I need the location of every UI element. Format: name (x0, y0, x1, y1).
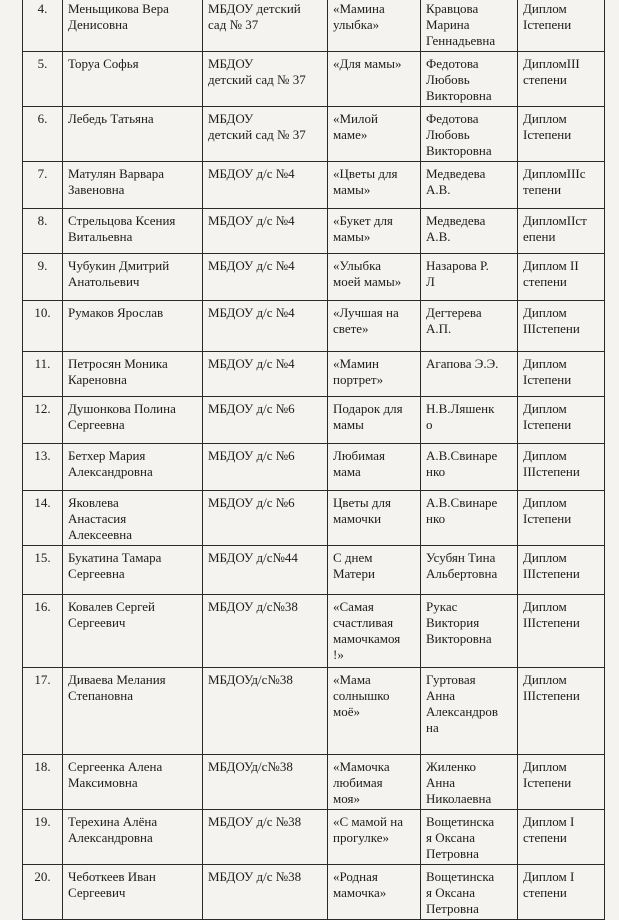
row-number-cell: 13. (23, 444, 63, 491)
work-title-cell: «Мамина улыбка» (328, 0, 421, 52)
participant-name-cell: Чеботкеев Иван Сергеевич (63, 865, 203, 920)
institution-cell: МБДОУ д/с №4 (203, 301, 328, 352)
award-cell: ДипломIII степени (518, 52, 605, 107)
table-row (23, 0, 605, 52)
award-cell: Диплом I степени (518, 810, 605, 865)
participant-name-cell: Сергеенка Алена Максимовна (63, 755, 203, 810)
award-cell: ДипломIIIс тепени (518, 162, 605, 209)
row-number-cell: 15. (23, 546, 63, 595)
teacher-name-cell: Н.В.Ляшенк о (421, 397, 518, 444)
row-number-cell: 7. (23, 162, 63, 209)
row-number-cell: 5. (23, 52, 63, 107)
institution-cell: МБДОУ детский сад № 37 (203, 0, 328, 52)
table-row (23, 352, 605, 397)
award-cell: Диплом Iстепени (518, 755, 605, 810)
work-title-cell: Любимая мама (328, 444, 421, 491)
award-cell: Диплом IIIстепени (518, 301, 605, 352)
award-cell: Диплом II степени (518, 254, 605, 301)
award-cell: Диплом IIIстепени (518, 444, 605, 491)
award-cell: Диплом Iстепени (518, 352, 605, 397)
award-cell: Диплом IIIстепени (518, 546, 605, 595)
row-number-cell: 16. (23, 595, 63, 668)
work-title-cell: «Самая счастливая мамочкамоя !» (328, 595, 421, 668)
participant-name-cell: Яковлева Анастасия Алексеевна (63, 491, 203, 546)
results-table-body (23, 0, 605, 920)
work-title-cell: «Для мамы» (328, 52, 421, 107)
table-row (23, 865, 605, 920)
table-row (23, 810, 605, 865)
row-number-cell: 17. (23, 668, 63, 755)
work-title-cell: «Мамочка любимая моя» (328, 755, 421, 810)
participant-name-cell: Терехина Алёна Александровна (63, 810, 203, 865)
row-number-cell: 6. (23, 107, 63, 162)
teacher-name-cell: Агапова Э.Э. (421, 352, 518, 397)
teacher-name-cell: Медведева А.В. (421, 162, 518, 209)
work-title-cell: «Мама солнышко моё» (328, 668, 421, 755)
award-cell: Диплом Iстепени (518, 397, 605, 444)
institution-cell: МБДОУ д/с №4 (203, 209, 328, 254)
teacher-name-cell: Федотова Любовь Викторовна (421, 52, 518, 107)
table-row (23, 444, 605, 491)
table-row (23, 546, 605, 595)
participant-name-cell: Румаков Ярослав (63, 301, 203, 352)
work-title-cell: «Мамин портрет» (328, 352, 421, 397)
row-number-cell: 9. (23, 254, 63, 301)
work-title-cell: «Цветы для мамы» (328, 162, 421, 209)
row-number-cell: 11. (23, 352, 63, 397)
teacher-name-cell: Гуртовая Анна Александров на (421, 668, 518, 755)
row-number-cell: 4. (23, 0, 63, 52)
table-row (23, 254, 605, 301)
work-title-cell: «Лучшая на свете» (328, 301, 421, 352)
award-cell: Диплом I степени (518, 865, 605, 920)
teacher-name-cell: Вощетинска я Оксана Петровна (421, 810, 518, 865)
institution-cell: МБДОУ д/с №38 (203, 865, 328, 920)
institution-cell: МБДОУ д/с №6 (203, 491, 328, 546)
participant-name-cell: Диваева Мелания Степановна (63, 668, 203, 755)
work-title-cell: «С мамой на прогулке» (328, 810, 421, 865)
institution-cell: МБДОУд/с№38 (203, 755, 328, 810)
teacher-name-cell: Дегтерева А.П. (421, 301, 518, 352)
participant-name-cell: Бетхер Мария Александровна (63, 444, 203, 491)
award-cell: Диплом Iстепени (518, 0, 605, 52)
participant-name-cell: Ковалев Сергей Сергеевич (63, 595, 203, 668)
work-title-cell: «Букет для мамы» (328, 209, 421, 254)
table-row (23, 491, 605, 546)
participant-name-cell: Душонкова Полина Сергеевна (63, 397, 203, 444)
teacher-name-cell: А.В.Свинаре нко (421, 444, 518, 491)
award-cell: Диплом IIIстепени (518, 595, 605, 668)
participant-name-cell: Петросян Моника Кареновна (63, 352, 203, 397)
participant-name-cell: Букатина Тамара Сергеевна (63, 546, 203, 595)
row-number-cell: 18. (23, 755, 63, 810)
award-cell: Диплом Iстепени (518, 107, 605, 162)
participant-name-cell: Стрельцова Ксения Витальевна (63, 209, 203, 254)
teacher-name-cell: А.В.Свинаре нко (421, 491, 518, 546)
row-number-cell: 12. (23, 397, 63, 444)
work-title-cell: Цветы для мамочки (328, 491, 421, 546)
table-row (23, 397, 605, 444)
institution-cell: МБДОУ д/с№44 (203, 546, 328, 595)
table-row (23, 595, 605, 668)
table-row (23, 107, 605, 162)
award-cell: Диплом Iстепени (518, 491, 605, 546)
teacher-name-cell: Вощетинска я Оксана Петровна (421, 865, 518, 920)
row-number-cell: 20. (23, 865, 63, 920)
table-row (23, 162, 605, 209)
participant-name-cell: Матулян Варвара Завеновна (63, 162, 203, 209)
institution-cell: МБДОУ детский сад № 37 (203, 107, 328, 162)
institution-cell: МБДОУ детский сад № 37 (203, 52, 328, 107)
institution-cell: МБДОУ д/с №38 (203, 810, 328, 865)
participant-name-cell: Торуа Софья (63, 52, 203, 107)
table-row (23, 755, 605, 810)
teacher-name-cell: Рукас Виктория Викторовна (421, 595, 518, 668)
results-table (22, 0, 605, 920)
teacher-name-cell: Кравцова Марина Геннадьевна (421, 0, 518, 52)
row-number-cell: 19. (23, 810, 63, 865)
institution-cell: МБДОУ д/с №4 (203, 352, 328, 397)
work-title-cell: С днем Матери (328, 546, 421, 595)
participant-name-cell: Лебедь Татьяна (63, 107, 203, 162)
table-row (23, 52, 605, 107)
work-title-cell: «Улыбка моей мамы» (328, 254, 421, 301)
award-cell: ДипломIIст епени (518, 209, 605, 254)
table-row (23, 301, 605, 352)
teacher-name-cell: Федотова Любовь Викторовна (421, 107, 518, 162)
institution-cell: МБДОУ д/с №6 (203, 444, 328, 491)
work-title-cell: Подарок для мамы (328, 397, 421, 444)
row-number-cell: 8. (23, 209, 63, 254)
award-cell: Диплом IIIстепени (518, 668, 605, 755)
institution-cell: МБДОУ д/с №4 (203, 162, 328, 209)
teacher-name-cell: Медведева А.В. (421, 209, 518, 254)
teacher-name-cell: Жиленко Анна Николаевна (421, 755, 518, 810)
institution-cell: МБДОУ д/с №6 (203, 397, 328, 444)
table-row (23, 668, 605, 755)
institution-cell: МБДОУ д/с №4 (203, 254, 328, 301)
institution-cell: МБДОУд/с№38 (203, 668, 328, 755)
row-number-cell: 10. (23, 301, 63, 352)
participant-name-cell: Чубукин Дмитрий Анатольевич (63, 254, 203, 301)
work-title-cell: «Милой маме» (328, 107, 421, 162)
work-title-cell: «Родная мамочка» (328, 865, 421, 920)
teacher-name-cell: Назарова Р. Л (421, 254, 518, 301)
teacher-name-cell: Усубян Тина Альбертовна (421, 546, 518, 595)
participant-name-cell: Меньщикова Вера Денисовна (63, 0, 203, 52)
table-row (23, 209, 605, 254)
row-number-cell: 14. (23, 491, 63, 546)
institution-cell: МБДОУ д/с№38 (203, 595, 328, 668)
